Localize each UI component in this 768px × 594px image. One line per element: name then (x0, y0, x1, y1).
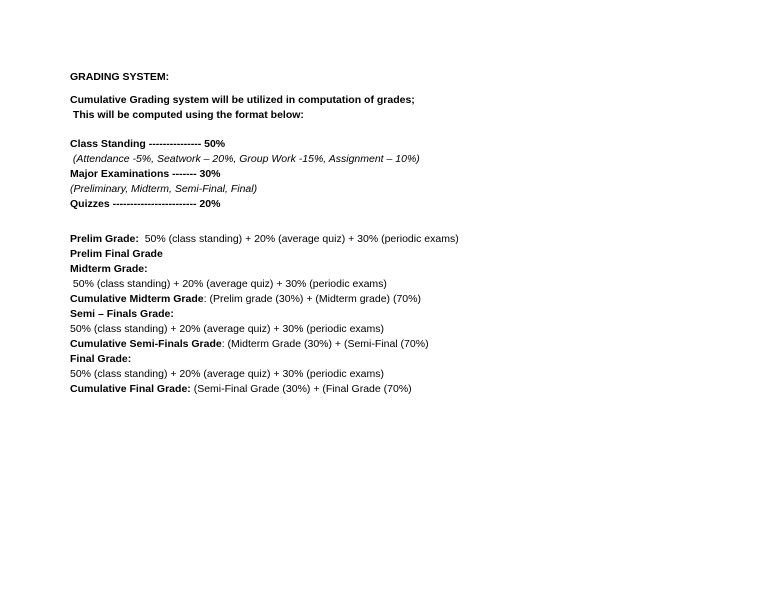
quizzes-line: Quizzes ------------------------ 20% (70, 198, 221, 210)
prelim-grade-label: Prelim Grade: (70, 233, 139, 245)
major-exams-line: Major Examinations ------- 30% (70, 168, 221, 180)
final-grade-label: Final Grade: (70, 353, 132, 365)
prelim-grade-row (70, 232, 710, 247)
spacer (70, 123, 710, 137)
semi-finals-grade-formula: 50% (class standing) + 20% (average quiz) + 30% (periodic exams) (70, 323, 384, 335)
class-standing-detail: (Attendance -5%, Seatwork – 20%, Group Work -15%, Assignment – 10%) (70, 153, 420, 165)
major-exams-detail: (Preliminary, Midterm, Semi-Final, Final) (70, 183, 258, 195)
midterm-grade-formula: 50% (class standing) + 20% (average quiz) + 30% (periodic exams) (70, 278, 387, 290)
spacer (70, 212, 710, 232)
class-standing-line: Class Standing --------------- 50% (70, 138, 226, 150)
document-content (70, 70, 710, 397)
cumulative-midterm-row (70, 292, 710, 307)
intro-line-2: This will be computed using the format below: (70, 109, 304, 121)
intro-line-1: Cumulative Grading system will be utilized in computation of grades; (70, 94, 415, 106)
grading-system-heading: GRADING SYSTEM: (70, 71, 170, 83)
cumulative-final-formula: (Semi-Final Grade (30%) + (Final Grade (70%) (190, 383, 412, 395)
prelim-final-grade-label: Prelim Final Grade (70, 248, 163, 260)
cumulative-final-row (70, 382, 710, 397)
final-grade-formula: 50% (class standing) + 20% (average quiz) + 30% (periodic exams) (70, 368, 384, 380)
midterm-grade-label: Midterm Grade: (70, 263, 148, 275)
cumulative-semi-finals-label: Cumulative Semi-Finals Grade (70, 338, 222, 350)
cumulative-midterm-label: Cumulative Midterm Grade (70, 293, 204, 305)
prelim-grade-formula: 50% (class standing) + 20% (average quiz) + 30% (periodic exams) (138, 233, 459, 245)
cumulative-semi-finals-row (70, 337, 710, 352)
cumulative-midterm-formula: : (Prelim grade (30%) + (Midterm grade) (70%) (203, 293, 421, 305)
spacer (70, 85, 710, 93)
cumulative-final-label: Cumulative Final Grade: (70, 383, 191, 395)
semi-finals-grade-label: Semi – Finals Grade: (70, 308, 174, 320)
cumulative-semi-finals-formula: : (Midterm Grade (30%) + (Semi-Final (70%) (221, 338, 429, 350)
